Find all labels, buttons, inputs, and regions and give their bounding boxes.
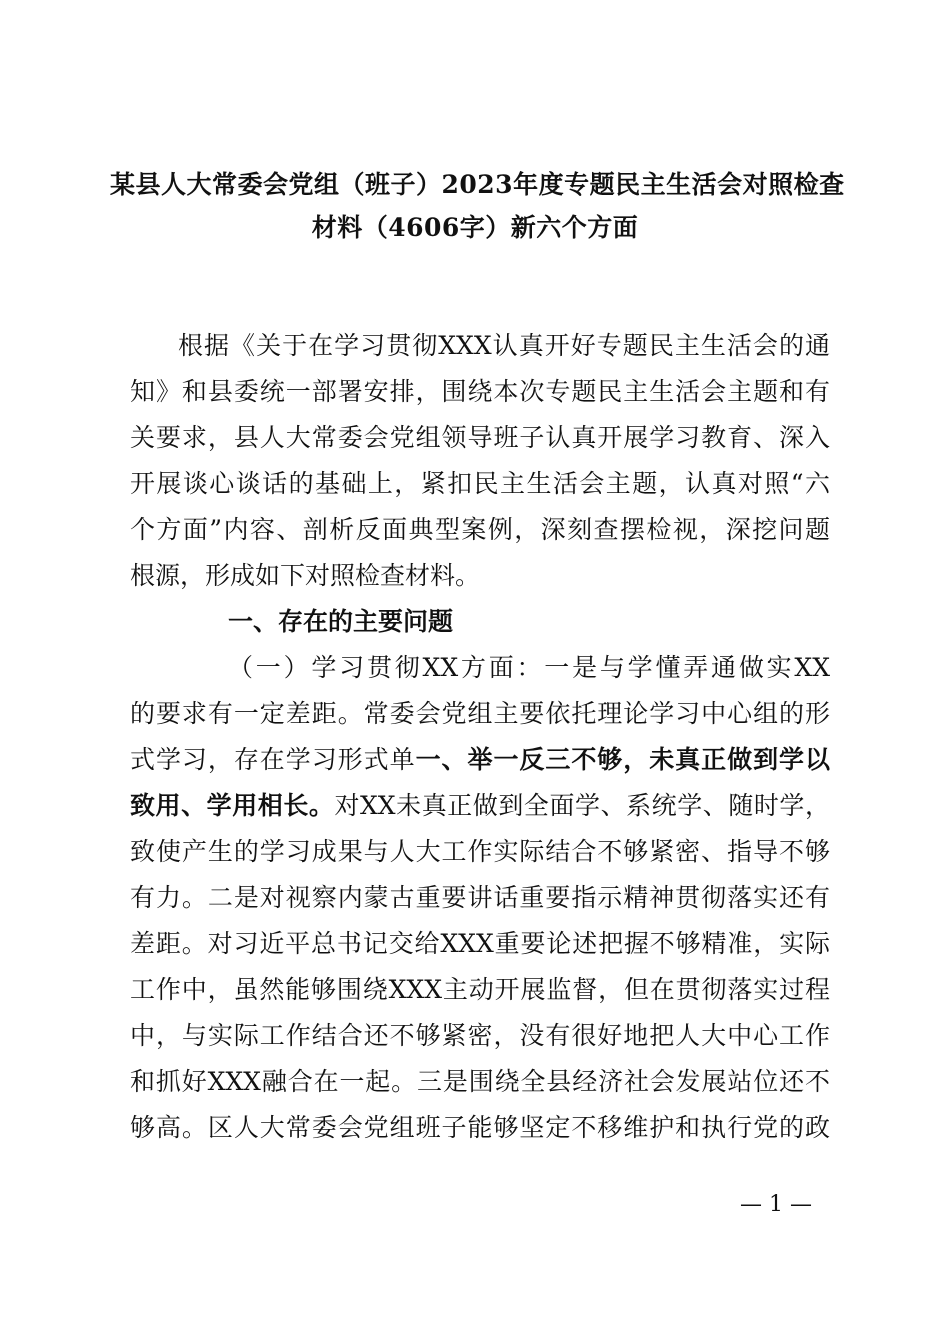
body-line: 致使产生的学习成果与人大工作实际结合不够紧密、指导不够 [130,837,830,866]
subsection-line-mixed [130,740,830,780]
subsection-line-mixed [130,786,830,826]
subsection-line: （一）学习贯彻XX方面：一是与学懂弄通做实XX [228,653,830,682]
bold-text: 致用、学用相长。 [130,791,335,820]
bold-text: 一、举一反三不够，未真正做到学以 [415,745,830,774]
body-line: 和抓好XXX融合在一起。三是围绕全县经济社会发展站位还不 [130,1067,830,1096]
intro-paragraph-line: 根源，形成如下对照检查材料。 [130,561,481,590]
subsection-line: 的要求有一定差距。常委会党组主要依托理论学习中心组的形 [130,699,830,728]
intro-paragraph-line: 知》和县委统一部署安排，围绕本次专题民主生活会主题和有 [130,377,830,406]
body-line: 差距。对习近平总书记交给XXX重要论述把握不够精准，实际 [130,929,830,958]
document-title-line-1: 某县人大常委会党组（班子）2023年度专题民主生活会对照检查 [110,170,845,199]
intro-paragraph-line: 根据《关于在学习贯彻XXX认真开好专题民主生活会的通 [178,331,830,360]
section-heading-problems: 一、存在的主要问题 [228,607,454,636]
intro-paragraph-line: 关要求，县人大常委会党组领导班子认真开展学习教育、深入 [130,423,830,452]
normal-text: 对XX未真正做到全面学、系统学、随时学， [334,791,830,820]
body-line: 有力。二是对视察内蒙古重要讲话重要指示精神贯彻落实还有 [130,883,830,912]
document-title-line-2: 材料（4606字）新六个方面 [311,213,639,242]
body-line: 够高。区人大常委会党组班子能够坚定不移维护和执行党的政 [130,1113,830,1142]
intro-paragraph-line: 个方面”内容、剖析反面典型案例，深刻查摆检视，深挖问题 [130,515,830,544]
body-line: 工作中，虽然能够围绕XXX主动开展监督，但在贯彻落实过程 [130,975,830,1004]
intro-paragraph-line: 开展谈心谈话的基础上，紧扣民主生活会主题，认真对照“六 [130,469,830,498]
page-number: — 1 — [740,1192,812,1217]
normal-text: 式学习，存在学习形式单 [130,745,416,774]
body-line: 中，与实际工作结合还不够紧密，没有很好地把人大中心工作 [130,1021,830,1050]
